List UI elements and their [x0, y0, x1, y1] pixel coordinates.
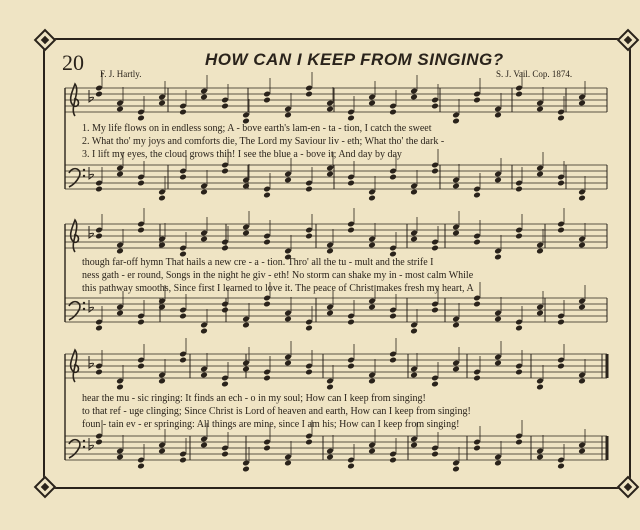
note-head	[452, 366, 460, 373]
note-head	[95, 233, 103, 240]
note-head	[305, 369, 313, 376]
note-head	[536, 248, 544, 255]
note-head	[347, 463, 355, 470]
note-head	[578, 242, 586, 249]
note-head	[536, 454, 544, 461]
note-head	[326, 248, 334, 255]
note-head	[221, 451, 229, 458]
note-head	[137, 319, 145, 326]
note-head	[95, 186, 103, 193]
hymn-title: HOW CAN I KEEP FROM SINGING?	[205, 50, 504, 69]
note-head	[452, 322, 460, 329]
note-head	[536, 310, 544, 317]
note-head	[305, 439, 313, 446]
note-head	[116, 171, 124, 178]
note-head	[326, 106, 334, 113]
note-head	[221, 103, 229, 110]
note-head	[200, 372, 208, 379]
note-head	[221, 168, 229, 175]
note-head	[494, 112, 502, 119]
note-head	[179, 357, 187, 364]
note-head	[431, 103, 439, 110]
lyrics-system-1	[82, 122, 612, 161]
note-head	[242, 366, 250, 373]
clef-dot	[83, 175, 85, 177]
note-head	[263, 239, 271, 246]
note-head	[515, 233, 523, 240]
note-head	[263, 301, 271, 308]
note-head	[578, 100, 586, 107]
clef-dot	[83, 169, 85, 171]
note-head	[410, 372, 418, 379]
note-head	[221, 307, 229, 314]
note-head	[200, 236, 208, 243]
note-head	[389, 313, 397, 320]
note-head	[326, 454, 334, 461]
note-head	[305, 325, 313, 332]
note-head	[473, 445, 481, 452]
note-head	[473, 97, 481, 104]
note-head	[179, 457, 187, 464]
note-head	[95, 369, 103, 376]
note-head	[137, 180, 145, 187]
note-head	[389, 109, 397, 116]
note-head	[347, 180, 355, 187]
note-head	[95, 325, 103, 332]
note-head	[158, 195, 166, 202]
note-head	[452, 230, 460, 237]
clef-dot	[83, 446, 85, 448]
note-head	[347, 227, 355, 234]
lyric-verse-1: hear the mu - sic ringing: It finds an ech - o in my soul; How can I keep from singing!	[82, 393, 426, 404]
note-head	[263, 375, 271, 382]
note-head	[515, 369, 523, 376]
lyric-verse-3: 3. I lift my eyes, the cloud grows thin! I see the blue a - bove it; And day by day	[82, 149, 402, 160]
note-head	[368, 242, 376, 249]
note-head	[347, 115, 355, 122]
note-head	[137, 363, 145, 370]
note-head	[179, 109, 187, 116]
lyric-verse-2: ness gath - er round, Songs in the night he giv - eth! No storm can shake my in - most calm While	[82, 270, 474, 281]
note-head	[137, 115, 145, 122]
note-head	[347, 363, 355, 370]
page-number: 20	[62, 50, 84, 75]
note-head	[410, 328, 418, 335]
note-head	[368, 195, 376, 202]
note-head	[515, 186, 523, 193]
note-head	[536, 171, 544, 178]
note-head	[578, 304, 586, 311]
note-head	[557, 227, 565, 234]
note-head	[116, 310, 124, 317]
note-head	[158, 378, 166, 385]
note-head	[452, 183, 460, 190]
lyric-verse-1: 1. My life flows on in endless song; A - bove earth's lam-en - ta - tion, I catch the sweet	[82, 123, 432, 134]
note-head	[431, 451, 439, 458]
note-head	[452, 466, 460, 473]
clef-dot	[83, 440, 85, 442]
note-head	[431, 307, 439, 314]
note-head	[494, 177, 502, 184]
note-head	[116, 248, 124, 255]
note-head	[494, 460, 502, 467]
lyric-verse-2: to that ref - uge clinging; Since Christ is Lord of heaven and earth, How can I keep from singing!	[82, 406, 471, 417]
note-head	[263, 97, 271, 104]
note-head	[284, 177, 292, 184]
note-head	[494, 316, 502, 323]
note-head	[116, 454, 124, 461]
note-head	[137, 227, 145, 234]
note-head	[95, 91, 103, 98]
note-head	[305, 233, 313, 240]
note-head	[284, 112, 292, 119]
note-head	[116, 106, 124, 113]
note-head	[326, 171, 334, 178]
note-head	[284, 460, 292, 467]
note-head	[326, 310, 334, 317]
lyric-verse-2: 2. What tho' my joys and comforts die, The Lord my Saviour liv - eth; What tho' the dark -	[82, 136, 445, 147]
note-head	[557, 463, 565, 470]
note-head	[284, 360, 292, 367]
note-head	[515, 91, 523, 98]
note-head	[116, 384, 124, 391]
lyricist-credit: F. J. Hartly.	[100, 69, 142, 79]
lyric-verse-3: foun - tain ev - er springing: All things are mine, since I am his; How can I keep from singing!	[82, 419, 460, 430]
note-head	[158, 448, 166, 455]
note-head	[200, 328, 208, 335]
note-head	[578, 448, 586, 455]
note-head	[242, 183, 250, 190]
note-head	[557, 115, 565, 122]
note-head	[305, 186, 313, 193]
lyrics-system-2	[82, 256, 612, 295]
note-head	[389, 174, 397, 181]
note-head	[179, 313, 187, 320]
note-head	[368, 304, 376, 311]
note-head	[158, 304, 166, 311]
note-head	[368, 448, 376, 455]
note-head	[473, 239, 481, 246]
note-head	[536, 384, 544, 391]
note-head	[158, 242, 166, 249]
note-head	[473, 192, 481, 199]
note-head	[242, 322, 250, 329]
note-head	[410, 94, 418, 101]
note-head	[158, 100, 166, 107]
composer-credit: S. J. Vail. Cop. 1874.	[496, 69, 573, 79]
note-head	[515, 325, 523, 332]
note-head	[200, 442, 208, 449]
note-head	[536, 106, 544, 113]
note-head	[389, 457, 397, 464]
note-head	[473, 301, 481, 308]
note-head	[179, 174, 187, 181]
note-head	[221, 245, 229, 252]
note-head	[473, 375, 481, 382]
lyrics-system-3	[82, 392, 612, 431]
note-head	[242, 230, 250, 237]
lyric-verse-3: this pathway smooths, Since first I learned to love it. The peace of Christ makes fresh my heart, A	[82, 283, 474, 294]
note-head	[557, 363, 565, 370]
note-head	[578, 378, 586, 385]
clef-dot	[83, 308, 85, 310]
note-head	[410, 442, 418, 449]
note-head	[494, 360, 502, 367]
note-head	[242, 466, 250, 473]
note-head	[431, 381, 439, 388]
note-head	[515, 439, 523, 446]
note-head	[368, 378, 376, 385]
note-head	[557, 180, 565, 187]
note-head	[431, 245, 439, 252]
note-head	[137, 463, 145, 470]
note-head	[410, 236, 418, 243]
note-head	[368, 100, 376, 107]
note-head	[284, 316, 292, 323]
clef-dot	[83, 302, 85, 304]
note-head	[263, 445, 271, 452]
note-head	[410, 189, 418, 196]
note-head	[263, 192, 271, 199]
note-head	[347, 319, 355, 326]
note-head	[578, 195, 586, 202]
note-head	[200, 189, 208, 196]
note-head	[305, 91, 313, 98]
note-head	[221, 381, 229, 388]
note-head	[200, 94, 208, 101]
note-head	[431, 168, 439, 175]
note-head	[326, 384, 334, 391]
note-head	[95, 439, 103, 446]
note-head	[389, 357, 397, 364]
lyric-verse-1: though far-off hymn That hails a new cre - a - tion. Thro' all the tu - mult and the strife I	[82, 257, 434, 268]
note-head	[557, 319, 565, 326]
